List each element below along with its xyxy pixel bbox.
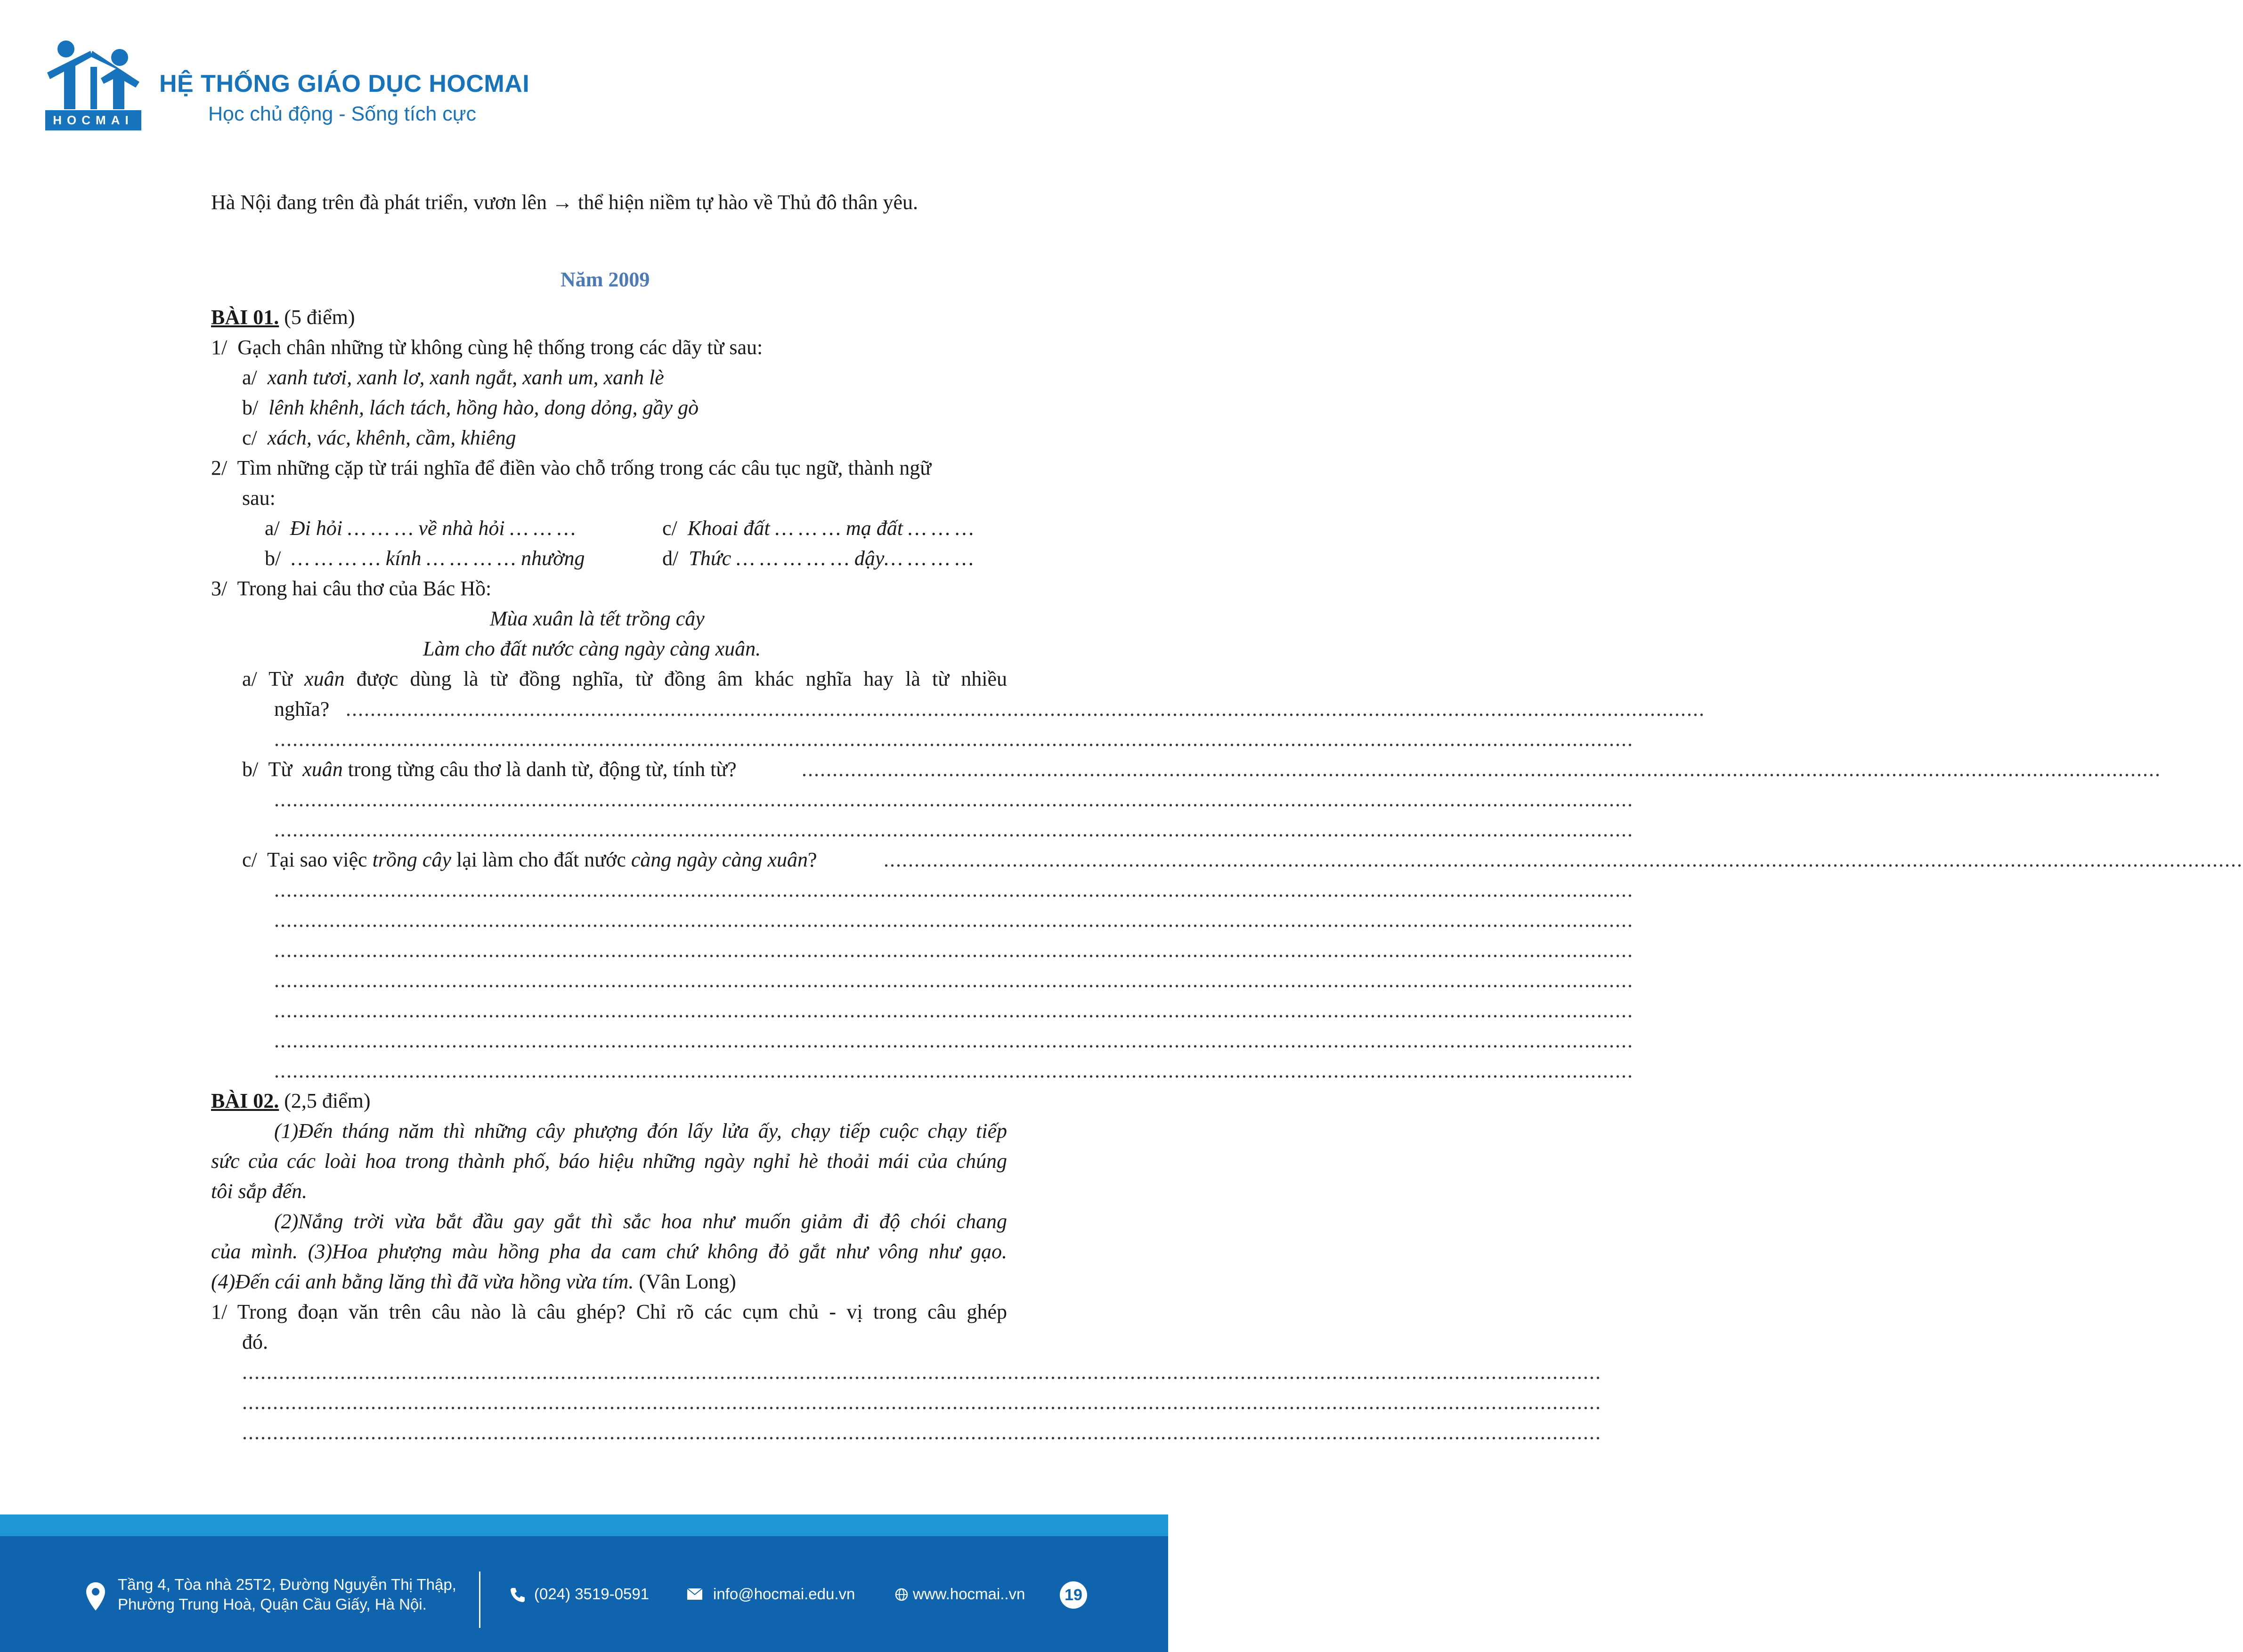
- q2-number: 2/: [211, 456, 228, 479]
- answer-line[interactable]: ..............................................................................................................................................................................................................................: [274, 939, 1633, 962]
- answer-line[interactable]: ..............................................................................................................................................................................................................................: [802, 758, 2161, 781]
- answer-line[interactable]: ..............................................................................................................................................................................................................................: [274, 908, 1633, 931]
- bai02-title: BÀI 02.: [211, 1089, 279, 1112]
- brand-slogan: Học chủ động - Sống tích cực: [208, 103, 476, 125]
- q3-number: 3/: [211, 577, 228, 600]
- q3-a-line1: [242, 664, 1007, 694]
- answer-line[interactable]: ..............................................................................................................................................................................................................................: [884, 848, 2243, 871]
- q3-b-word: xuân: [302, 758, 343, 781]
- q3-prompt: [211, 574, 491, 604]
- q3-b-text1: Từ: [268, 758, 293, 781]
- passage-p1-line1: (1)Đến tháng năm thì những cây phượng đón lấy lửa ấy, chạy tiếp cuộc chạy tiếp: [274, 1119, 1007, 1142]
- q3-c-text1: Tại sao việc: [267, 848, 367, 871]
- footer-address: [118, 1575, 456, 1614]
- q3-c-text3: ?: [807, 848, 817, 871]
- q2-item-d: [662, 543, 974, 574]
- q3-a-label: a/: [242, 667, 257, 690]
- answer-line[interactable]: ..............................................................................................................................................................................................................................: [242, 1360, 1601, 1384]
- q2-a-label: a/: [265, 517, 280, 540]
- q3-a-word: xuân: [304, 667, 345, 690]
- q2-c-label: c/: [662, 517, 677, 540]
- q3-b-text2: trong từng câu thơ là danh từ, động từ, tính từ?: [348, 758, 737, 781]
- page-footer: [0, 1536, 1168, 1652]
- bai02-points: (2,5 điểm): [284, 1089, 371, 1112]
- page-number: 19: [1060, 1581, 1087, 1609]
- q2-d-label: d/: [662, 547, 679, 570]
- q1-text: Gạch chân những từ không cùng hệ thống trong các dãy từ sau:: [237, 336, 763, 359]
- address-line2: Phường Trung Hoà, Quận Cầu Giấy, Hà Nội.: [118, 1595, 427, 1613]
- phone-icon: [509, 1586, 527, 1604]
- q3-a-text2: được dùng là từ đồng nghĩa, từ đồng âm khác nghĩa hay là từ nhiều: [356, 667, 1008, 690]
- bai02-heading: [211, 1086, 371, 1116]
- answer-line[interactable]: ..............................................................................................................................................................................................................................: [274, 999, 1633, 1022]
- answer-line[interactable]: ..............................................................................................................................................................................................................................: [274, 1059, 1633, 1082]
- footer-website[interactable]: www.hocmai..vn: [913, 1585, 1025, 1603]
- poem-line2: Làm cho đất nước càng ngày càng xuân.: [423, 637, 761, 660]
- answer-line[interactable]: ..............................................................................................................................................................................................................................: [274, 969, 1633, 992]
- q1-a-text: xanh tươi, xanh lơ, xanh ngắt, xanh um, xanh lè: [267, 366, 664, 389]
- q3-text: Trong hai câu thơ của Bác Hồ:: [237, 577, 492, 600]
- q2-c-text: Khoai đất … … … mạ đất … … …: [687, 517, 974, 540]
- q3-c-word1: trồng cây: [372, 848, 451, 871]
- bai01-title: BÀI 01.: [211, 306, 279, 329]
- intro-line: Hà Nội đang trên đà phát triển, vươn lên → thể hiện niềm tự hào về Thủ đô thân yêu.: [211, 191, 918, 214]
- email-icon: [687, 1588, 703, 1600]
- q3-b-line: [242, 754, 737, 785]
- footer-stripe: [0, 1514, 1168, 1536]
- location-pin-icon: [85, 1581, 106, 1612]
- passage-p2-line3: [211, 1267, 736, 1297]
- q2-text-line2: sau:: [242, 486, 276, 510]
- footer-email[interactable]: info@hocmai.edu.vn: [713, 1585, 855, 1603]
- poem-line1: Mùa xuân là tết trồng cây: [490, 607, 705, 630]
- q3-c-label: c/: [242, 848, 257, 871]
- logo-text: HOCMAI: [53, 113, 134, 127]
- q1-prompt: [211, 332, 763, 363]
- q3-c-line: [242, 845, 817, 875]
- q2-item-c: [662, 513, 974, 543]
- q1-b-label: b/: [242, 396, 259, 419]
- answer-line[interactable]: ..............................................................................................................................................................................................................................: [274, 1029, 1633, 1052]
- passage-p1-line3: tôi sắp đến.: [211, 1180, 308, 1203]
- answer-line[interactable]: ..............................................................................................................................................................................................................................: [274, 728, 1633, 751]
- q1-b-text: lênh khênh, lách tách, hồng hào, dong dỏng, gầy gò: [268, 396, 699, 419]
- bai02-q1-text-line2: đó.: [242, 1330, 268, 1353]
- bai01-points: (5 điểm): [284, 306, 355, 329]
- q3-a-text1: Từ: [268, 667, 293, 690]
- footer-phone[interactable]: (024) 3519-0591: [534, 1585, 650, 1603]
- q2-prompt: [211, 453, 931, 483]
- q2-b-label: b/: [265, 547, 281, 570]
- q2-a-text: Đi hỏi … … … về nhà hỏi … … …: [290, 517, 576, 540]
- answer-line[interactable]: ..............................................................................................................................................................................................................................: [346, 697, 1705, 721]
- bai02-q1-text-line1: Trong đoạn văn trên câu nào là câu ghép? Chỉ rõ các cụm chủ - vị trong câu ghép: [237, 1300, 1008, 1323]
- answer-line[interactable]: ..............................................................................................................................................................................................................................: [242, 1391, 1601, 1414]
- q3-b-label: b/: [242, 758, 259, 781]
- q1-number: 1/: [211, 336, 228, 359]
- q1-a-label: a/: [242, 366, 257, 389]
- q1-c-text: xách, vác, khênh, cầm, khiêng: [267, 426, 516, 449]
- q2-d-text: Thức … … … … … dậy… … … …: [689, 547, 974, 570]
- answer-line[interactable]: ..............................................................................................................................................................................................................................: [274, 788, 1633, 811]
- answer-line[interactable]: ..............................................................................................................................................................................................................................: [274, 878, 1633, 901]
- logo-figures-icon: [45, 39, 141, 110]
- hocmai-logo: [45, 39, 141, 130]
- page-header: [0, 0, 1168, 141]
- globe-icon: [895, 1588, 908, 1601]
- q2-item-a: [265, 513, 576, 543]
- passage-p2-line1: (2)Nắng trời vừa bắt đầu gay gắt thì sắc hoa như muốn giảm đi độ chói chang: [274, 1210, 1007, 1233]
- q1-c-label: c/: [242, 426, 257, 449]
- answer-line[interactable]: ..............................................................................................................................................................................................................................: [242, 1421, 1601, 1444]
- answer-line[interactable]: ..............................................................................................................................................................................................................................: [274, 818, 1633, 841]
- q3-c-word2: càng ngày càng xuân: [631, 848, 808, 871]
- q3-a-text3: nghĩa?: [274, 697, 330, 721]
- q2-text-line1: Tìm những cặp từ trái nghĩa để điền vào chỗ trống trong các câu tục ngữ, thành ngữ: [237, 456, 932, 479]
- q1-item-c: [242, 423, 516, 453]
- passage-p2-line2: của mình. (3)Hoa phượng màu hồng pha da cam chứ không đỏ gắt như vông như gạo.: [211, 1240, 1007, 1263]
- passage-source: (Vân Long): [639, 1270, 736, 1293]
- brand-title: HỆ THỐNG GIÁO DỤC HOCMAI: [159, 70, 530, 97]
- q2-b-text: … … … … kính … … … … nhường: [291, 547, 585, 570]
- q2-item-b: [265, 543, 585, 574]
- footer-divider: [479, 1571, 480, 1628]
- address-line1: Tầng 4, Tòa nhà 25T2, Đường Nguyễn Thị Thập,: [118, 1576, 456, 1593]
- q3-c-text2: lại làm cho đất nước: [456, 848, 626, 871]
- bai02-q1-line1: [211, 1297, 1007, 1327]
- bai02-q1-number: 1/: [211, 1300, 228, 1323]
- q1-item-b: [242, 393, 699, 423]
- bai01-heading: [211, 302, 355, 332]
- passage-p1-line2: sức của các loài hoa trong thành phố, báo hiệu những ngày nghỉ hè thoải mái của chúng: [211, 1150, 1007, 1173]
- passage-p2-line3-text: (4)Đến cái anh bằng lăng thì đã vừa hồng vừa tím.: [211, 1270, 634, 1293]
- q1-item-a: [242, 363, 664, 393]
- year-heading: Năm 2009: [561, 268, 650, 291]
- logo-text-box: [45, 110, 141, 130]
